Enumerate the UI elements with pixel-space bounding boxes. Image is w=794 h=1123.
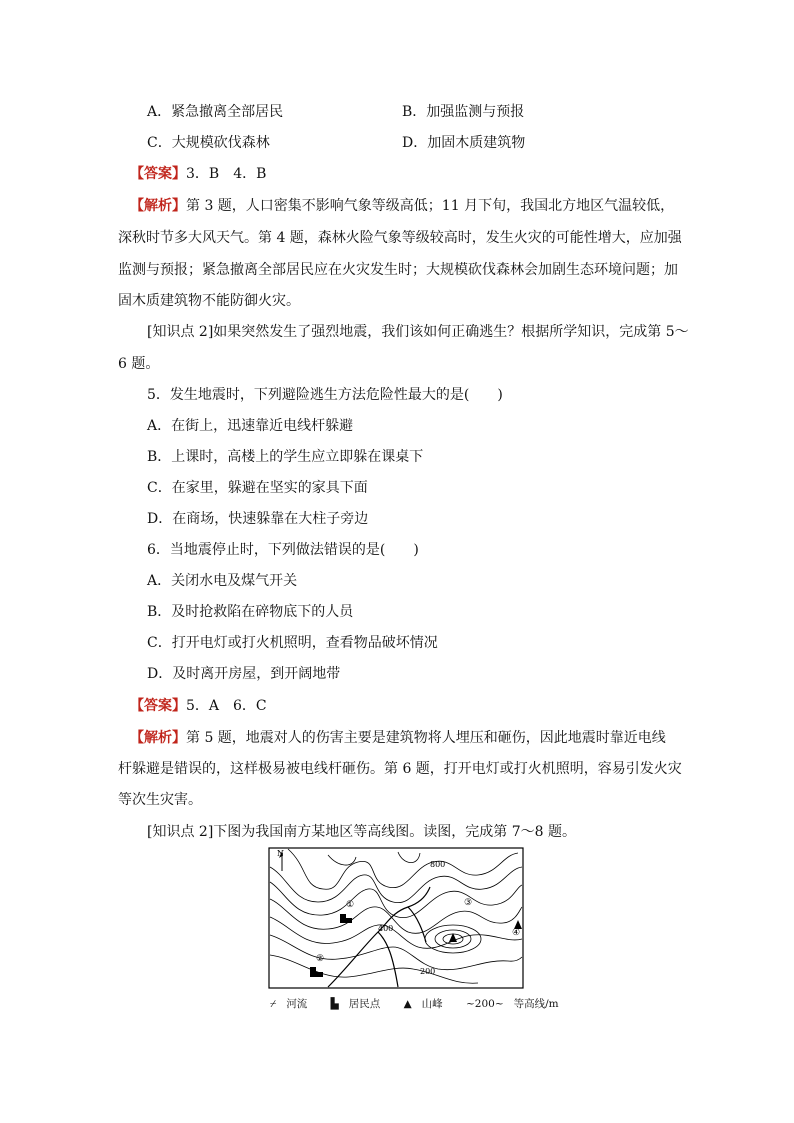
contour-label: 800 xyxy=(430,860,446,869)
legend-river: ⌿ 河流 xyxy=(270,998,308,1010)
analysis-line: 深秋时节多大风天气。第 4 题，森林火险气象等级较高时，发生火灾的可能性增大，应加强 xyxy=(118,230,682,246)
option-a: A．关闭水电及煤气开关 xyxy=(147,573,298,589)
contour-map xyxy=(268,847,524,989)
option-a: A．在街上，迅速靠近电线杆躲避 xyxy=(147,418,354,434)
peak-icon: ▲ xyxy=(403,998,412,1010)
option-c: C．在家里，躲避在坚实的家具下面 xyxy=(147,480,368,496)
map-legend xyxy=(270,996,579,1011)
analysis-line: 监测与预报；紧急撤离全部居民应在火灾发生时；大规模砍伐森林会加剧生态环境问题；加 xyxy=(118,262,678,278)
option-d: D．及时离开房屋，到开阔地带 xyxy=(147,666,341,682)
analysis-line: 杆躲避是错误的，这样极易被电线杆砸伤。第 6 题，打开电灯或打火机照明，容易引发火灾 xyxy=(118,761,682,777)
analysis-text: 第 5 题，地震对人的伤害主要是建筑物将人埋压和砸伤，因此地震时靠近电线 xyxy=(186,730,666,746)
answer-tag: 【答案】 xyxy=(130,166,186,182)
option-b: B．及时抢救陷在碎物底下的人员 xyxy=(147,604,354,620)
legend-contour: ~200~ 等高线/m xyxy=(466,998,559,1010)
option-c: C．打开电灯或打火机照明，查看物品破坏情况 xyxy=(147,635,438,651)
intro-line: [知识点 2]下图为我国南方某地区等高线图。读图，完成第 7～8 题。 xyxy=(147,824,576,840)
answer-block xyxy=(130,696,267,716)
settlement-icon: ▙ xyxy=(330,998,339,1010)
north-label: N xyxy=(277,849,284,858)
option-c: C．大规模砍伐森林 xyxy=(147,135,270,151)
contour-label: 200 xyxy=(420,967,436,976)
legend-settlement: ▙ 居民点 xyxy=(330,998,381,1010)
answer-text: 5．A 6．C xyxy=(186,698,267,714)
answer-tag: 【答案】 xyxy=(130,698,186,714)
analysis-text: 第 3 题，人口密集不影响气象等级高低；11 月下旬，我国北方地区气温较低， xyxy=(186,198,675,214)
question-stem: 5．发生地震时，下列避险逃生方法危险性最大的是( ) xyxy=(147,387,503,403)
analysis-line xyxy=(130,728,666,748)
option-a: A．紧急撤离全部居民 xyxy=(147,104,284,120)
river-icon: ⌿ xyxy=(270,998,277,1010)
answer-block xyxy=(130,164,266,184)
option-b: B．加强监测与预报 xyxy=(402,104,525,120)
intro-line: 6 题。 xyxy=(118,356,160,372)
intro-line: [知识点 2]如果突然发生了强烈地震，我们该如何正确逃生？根据所学知识，完成第 5～ xyxy=(147,324,689,340)
analysis-line: 固木质建筑物不能防御火灾。 xyxy=(118,293,300,309)
marker-label: ③ xyxy=(464,898,473,908)
answer-text: 3．B 4．B xyxy=(186,166,267,182)
option-d: D．加固木质建筑物 xyxy=(402,135,526,151)
question-stem: 6．当地震停止时，下列做法错误的是( ) xyxy=(147,542,419,558)
option-d: D．在商场，快速躲靠在大柱子旁边 xyxy=(147,511,369,527)
marker-label: ① xyxy=(346,900,355,910)
analysis-line xyxy=(130,196,674,216)
marker-label: ② xyxy=(316,954,325,964)
marker-label: ④ xyxy=(512,928,521,938)
legend-peak: ▲ 山峰 xyxy=(403,998,443,1010)
option-b: B．上课时，高楼上的学生应立即躲在课桌下 xyxy=(147,449,424,465)
analysis-tag: 【解析】 xyxy=(130,198,186,214)
analysis-tag: 【解析】 xyxy=(130,730,186,746)
contour-label: 400 xyxy=(378,924,394,933)
analysis-line: 等次生灾害。 xyxy=(118,792,202,808)
